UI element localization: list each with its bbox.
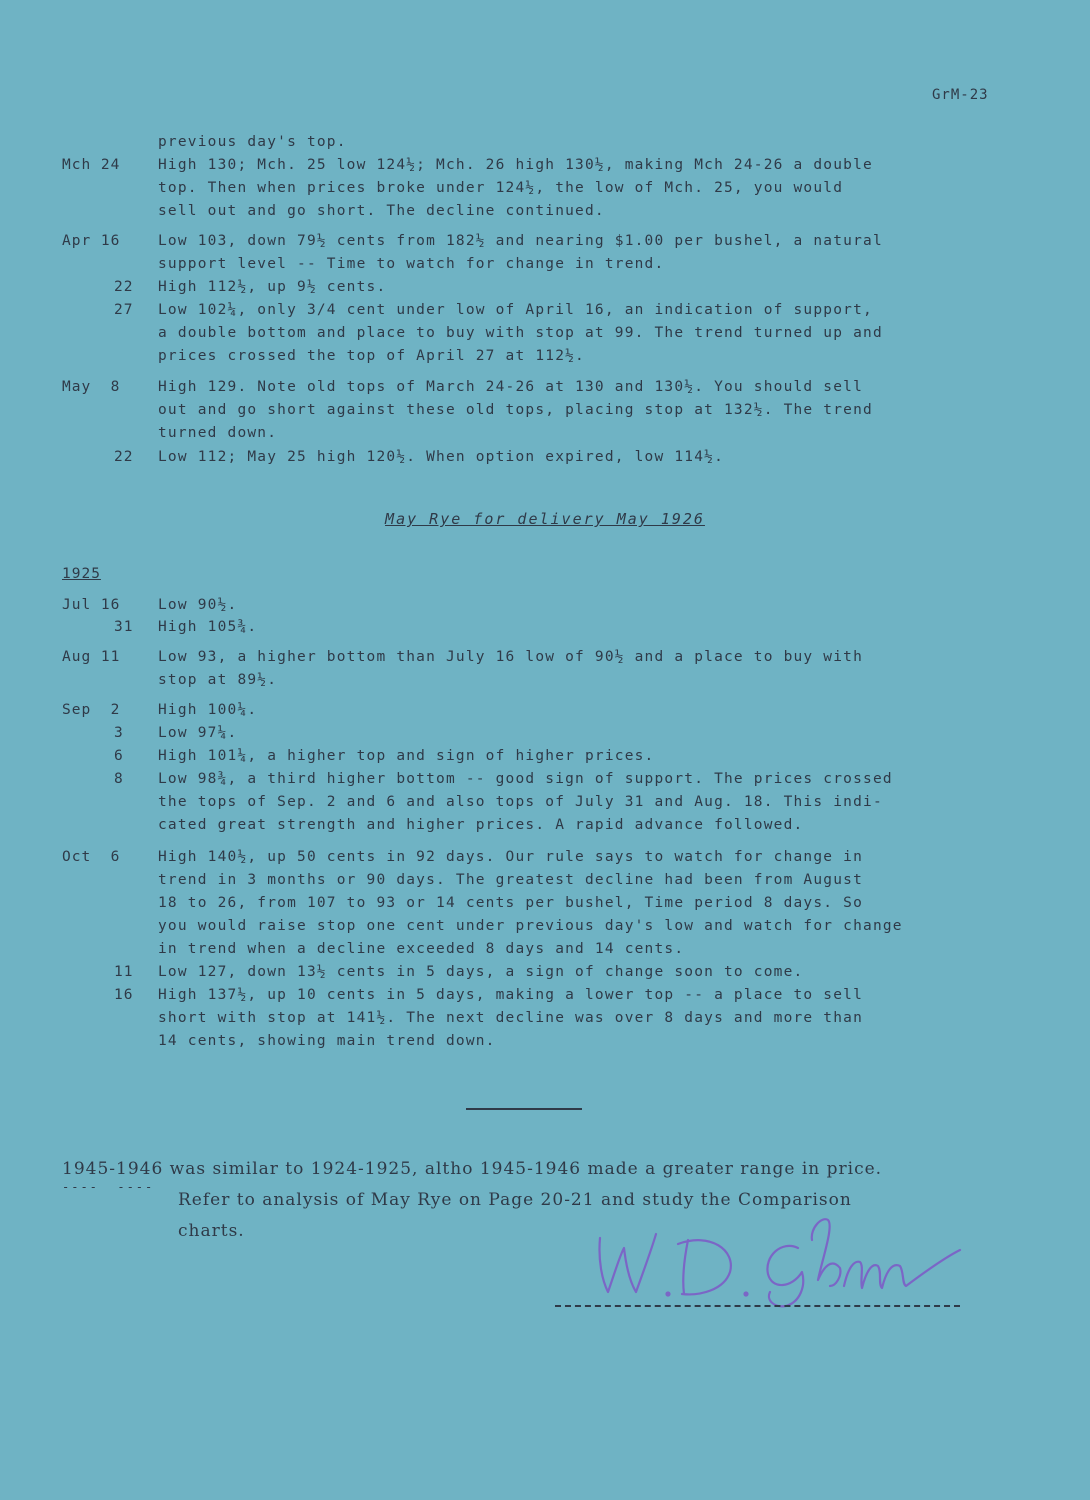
entry-line: Low 127, down 13½ cents in 5 days, a sign of change soon to come.: [158, 964, 804, 980]
entry-line: High 100¼.: [158, 702, 258, 718]
entry-date: 27: [114, 302, 134, 318]
entry-text: [158, 446, 1028, 469]
entry-text: [158, 984, 1028, 1053]
entry-date: 6: [114, 748, 124, 764]
entry-line: in trend when a decline exceeded 8 days and 14 cents.: [158, 941, 685, 957]
entry-line: turned down.: [158, 425, 278, 441]
entry-line: High 112½, up 9½ cents.: [158, 279, 387, 295]
entry-line: cated great strength and higher prices. A rapid advance followed.: [158, 817, 804, 833]
entry-text: [158, 616, 1028, 639]
entry-text: [158, 594, 1028, 617]
entry-line: out and go short against these old tops, placing stop at 132½. The trend: [158, 402, 873, 418]
entry-line: Low 102¼, only 3/4 cent under low of April 16, an indication of support,: [158, 302, 873, 318]
entry-date: Apr 16: [62, 233, 121, 249]
handwritten-signature: [560, 1210, 980, 1310]
entry-line: prices crossed the top of April 27 at 112½.: [158, 348, 585, 364]
entry-line: the tops of Sep. 2 and 6 and also tops of July 31 and Aug. 18. This indi-: [158, 794, 883, 810]
entry-date: Jul 16: [62, 597, 121, 613]
entry-date: Sep 2: [62, 702, 121, 718]
entry-date: 22: [114, 449, 134, 465]
entry-line: High 105¾.: [158, 619, 258, 635]
section-title: May Rye for delivery May 1926: [385, 510, 705, 528]
closing-line-2: Refer to analysis of May Rye on Page 20-21 and study the Comparison: [178, 1190, 852, 1210]
signature-line: [555, 1305, 960, 1307]
entry-line: High 130; Mch. 25 low 124½; Mch. 26 high 130½, making Mch 24-26 a double: [158, 157, 873, 173]
entry-date: 16: [114, 987, 134, 1003]
entry-text: [158, 745, 1028, 768]
entry-text: [158, 961, 1028, 984]
entry-date: Oct 6: [62, 849, 121, 865]
entry-text: [158, 131, 1028, 154]
entry-date: 3: [114, 725, 124, 741]
entry-line: High 129. Note old tops of March 24-26 at 130 and 130½. You should sell: [158, 379, 864, 395]
entry-text: [158, 154, 1028, 223]
entry-text: [158, 699, 1028, 722]
entry-date: May 8: [62, 379, 121, 395]
entry-date: 8: [114, 771, 124, 787]
entry-text: [158, 768, 1028, 837]
page-number: GrM-23: [932, 87, 989, 103]
year-underline-dashes: ---- ----: [62, 1180, 155, 1194]
entry-date: 11: [114, 964, 134, 980]
entry-text: [158, 376, 1028, 445]
entry-date: Aug 11: [62, 649, 121, 665]
entry-line: short with stop at 141½. The next decline was over 8 days and more than: [158, 1010, 864, 1026]
entry-text: [158, 299, 1028, 368]
closing-line-3: charts.: [178, 1221, 245, 1241]
entry-line: High 140½, up 50 cents in 92 days. Our rule says to watch for change in: [158, 849, 864, 865]
entry-text: [158, 722, 1028, 745]
entry-line: High 101¼, a higher top and sign of higher prices.: [158, 748, 655, 764]
entry-line: support level -- Time to watch for change in trend.: [158, 256, 665, 272]
entry-line: Low 112; May 25 high 120½. When option expired, low 114½.: [158, 449, 724, 465]
entry-line: High 137½, up 10 cents in 5 days, making a lower top -- a place to sell: [158, 987, 864, 1003]
entry-line: Low 90½.: [158, 597, 238, 613]
entry-line: Low 93, a higher bottom than July 16 low of 90½ and a place to buy with: [158, 649, 864, 665]
year-heading: 1925: [62, 566, 101, 582]
closing-line-1: 1945-1946 was similar to 1924-1925, altho 1945-1946 made a greater range in price.: [62, 1159, 883, 1179]
section-divider: [466, 1108, 582, 1110]
entry-line: 14 cents, showing main trend down.: [158, 1033, 496, 1049]
entry-text: [158, 276, 1028, 299]
entry-line: you would raise stop one cent under previous day's low and watch for change: [158, 918, 903, 934]
entry-line: previous day's top.: [158, 134, 347, 150]
entry-line: 18 to 26, from 107 to 93 or 14 cents per bushel, Time period 8 days. So: [158, 895, 864, 911]
entry-line: Low 103, down 79½ cents from 182½ and nearing $1.00 per bushel, a natural: [158, 233, 883, 249]
entry-line: a double bottom and place to buy with stop at 99. The trend turned up and: [158, 325, 883, 341]
entry-line: top. Then when prices broke under 124½, the low of Mch. 25, you would: [158, 180, 844, 196]
entry-text: [158, 846, 1028, 961]
entry-line: sell out and go short. The decline continued.: [158, 203, 605, 219]
entry-line: Low 97¼.: [158, 725, 238, 741]
entry-text: [158, 230, 1028, 276]
entry-line: trend in 3 months or 90 days. The greatest decline had been from August: [158, 872, 864, 888]
entry-date: 31: [114, 619, 134, 635]
entry-date: Mch 24: [62, 157, 121, 173]
entry-date: 22: [114, 279, 134, 295]
entry-line: stop at 89½.: [158, 672, 278, 688]
entry-text: [158, 646, 1028, 692]
entry-line: Low 98¾, a third higher bottom -- good sign of support. The prices crossed: [158, 771, 893, 787]
